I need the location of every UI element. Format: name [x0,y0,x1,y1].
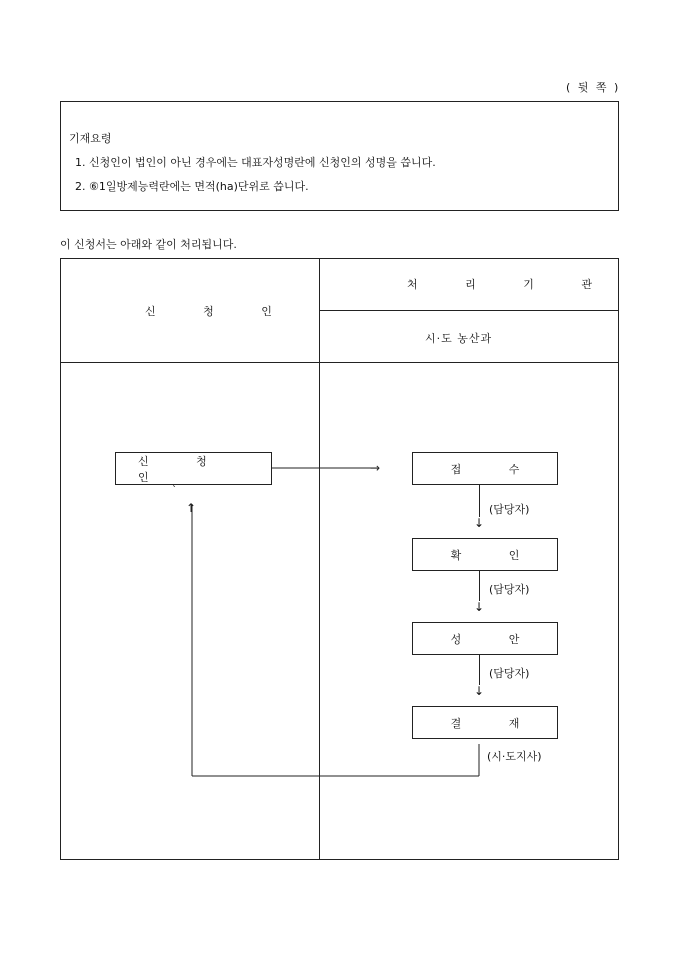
step-draft-role: (담당자) [489,667,530,680]
step-connector-3 [479,655,480,685]
processing-table [60,258,619,860]
step-connector-1 [479,485,480,517]
down-arrow-icon: ↓ [474,600,485,614]
step-confirm-role: (담당자) [489,583,530,596]
instructions-box [60,101,619,211]
back-page-label: ( 뒷 쪽 ) [566,81,621,94]
applicant-column-header: 신 청 인 [145,305,294,318]
return-arrowhead: ↑ [186,501,197,515]
step-receive-role: (담당자) [489,503,530,516]
instructions-title: 기재요령 [69,132,112,145]
step-approve-box: 결 재 [412,706,558,739]
step-receive-box: 접 수 [412,452,558,485]
step-draft-box: 성 안 [412,622,558,655]
step-connector-2 [479,571,480,601]
down-arrow-icon: ↓ [474,684,485,698]
agency-name: 시·도 농산과 [425,332,493,345]
down-arrow-icon: ↓ [474,516,485,530]
applicant-mark: ` [172,485,177,496]
instruction-item-1: 1. 신청인이 법인이 아닌 경우에는 대표자성명란에 신청인의 성명을 씁니다. [75,156,436,169]
instruction-item-2: 2. ⑥1일방제능력란에는 면적(ha)단위로 씁니다. [75,180,309,193]
step-confirm-box: 확 인 [412,538,558,571]
processing-intro: 이 신청서는 아래와 같이 처리됩니다. [60,238,237,251]
step-approve-role: (시·도지사) [487,750,542,763]
agency-column-header: 처 리 기 관 [407,278,614,291]
flow-applicant-box: 신 청 인 [115,452,272,485]
submit-arrowhead: → [370,461,381,475]
